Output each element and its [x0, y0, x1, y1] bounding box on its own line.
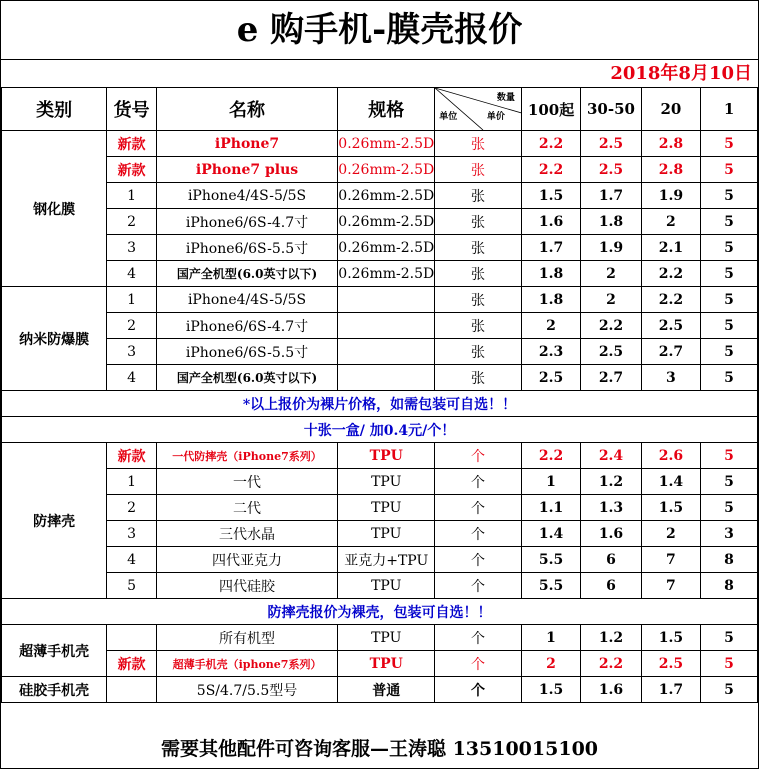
header-code: 货号 — [107, 88, 156, 131]
row-unit: 张 — [435, 157, 522, 183]
price-20: 1.4 — [641, 469, 700, 495]
category-ultrathin: 超薄手机壳 — [2, 625, 107, 677]
price-20: 2.5 — [641, 313, 700, 339]
price-30-50: 2 — [581, 287, 641, 313]
price-100: 2 — [521, 313, 580, 339]
row-code: 3 — [107, 235, 156, 261]
price-100: 1 — [521, 625, 580, 651]
price-20: 1.5 — [641, 625, 700, 651]
header-category: 类别 — [2, 88, 107, 131]
price-30-50: 1.7 — [581, 183, 641, 209]
price-100: 1.7 — [521, 235, 580, 261]
table-row — [2, 313, 758, 339]
row-name: 一代 — [156, 469, 338, 495]
row-name: 三代水晶 — [156, 521, 338, 547]
price-30-50: 2 — [581, 261, 641, 287]
row-unit: 个 — [435, 521, 522, 547]
price-30-50: 2.5 — [581, 131, 641, 157]
row-code: 2 — [107, 495, 156, 521]
row-spec: TPU — [338, 625, 435, 651]
price-1: 5 — [701, 261, 758, 287]
category-silicone: 硅胶手机壳 — [2, 677, 107, 703]
note-row — [2, 391, 758, 417]
price-30-50: 2.2 — [581, 313, 641, 339]
price-20: 7 — [641, 547, 700, 573]
price-100: 1.8 — [521, 287, 580, 313]
row-code: 新款 — [107, 131, 156, 157]
diag-price-label: 单价 — [486, 112, 505, 122]
table-row — [2, 235, 758, 261]
header-qty-30-50: 30-50 — [581, 88, 641, 131]
price-20: 2 — [641, 521, 700, 547]
row-unit: 个 — [435, 443, 522, 469]
row-name: 国产全机型(6.0英寸以下) — [156, 365, 338, 391]
table-row — [2, 521, 758, 547]
price-30-50: 1.6 — [581, 521, 641, 547]
row-unit: 张 — [435, 339, 522, 365]
price-100: 1.8 — [521, 261, 580, 287]
table-row — [2, 157, 758, 183]
row-name: iPhone6/6S-5.5寸 — [156, 339, 338, 365]
table-row — [2, 651, 758, 677]
price-20: 2.8 — [641, 131, 700, 157]
row-unit: 个 — [435, 495, 522, 521]
row-code: 新款 — [107, 443, 156, 469]
row-spec: TPU — [338, 521, 435, 547]
case-price-note: 防摔壳报价为裸壳，包装可自选！！ — [2, 599, 758, 625]
price-1: 5 — [701, 495, 758, 521]
header-unit-price-diagonal — [435, 88, 522, 131]
row-spec: 0.26mm-2.5D — [338, 157, 435, 183]
row-code: 3 — [107, 339, 156, 365]
row-code: 4 — [107, 365, 156, 391]
contact-footer: 需要其他配件可咨询客服—王涛聪 13510015100 — [160, 738, 599, 760]
table-row — [2, 209, 758, 235]
price-1: 5 — [701, 339, 758, 365]
row-spec: TPU — [338, 651, 435, 677]
row-unit: 个 — [435, 677, 522, 703]
row-code: 4 — [107, 261, 156, 287]
row-spec: 0.26mm-2.5D — [338, 235, 435, 261]
row-code: 4 — [107, 547, 156, 573]
date-label: 2018年8月10日 — [610, 63, 752, 84]
row-unit: 张 — [435, 261, 522, 287]
price-100: 1.6 — [521, 209, 580, 235]
row-spec — [338, 339, 435, 365]
table-row — [2, 625, 758, 651]
price-1: 5 — [701, 469, 758, 495]
diag-qty-label: 数量 — [496, 93, 515, 103]
price-1: 5 — [701, 157, 758, 183]
price-100: 2.2 — [521, 443, 580, 469]
price-30-50: 1.2 — [581, 625, 641, 651]
price-20: 2.1 — [641, 235, 700, 261]
price-20: 2 — [641, 209, 700, 235]
row-name: 5S/4.7/5.5型号 — [156, 677, 338, 703]
category-case: 防摔壳 — [2, 443, 107, 599]
price-100: 1 — [521, 469, 580, 495]
header-qty-20: 20 — [641, 88, 700, 131]
row-name: iPhone4/4S-5/5S — [156, 287, 338, 313]
row-code: 2 — [107, 209, 156, 235]
row-unit: 张 — [435, 313, 522, 339]
price-1: 5 — [701, 625, 758, 651]
price-30-50: 1.6 — [581, 677, 641, 703]
row-name: iPhone6/6S-5.5寸 — [156, 235, 338, 261]
row-name: iPhone4/4S-5/5S — [156, 183, 338, 209]
row-code: 5 — [107, 573, 156, 599]
price-20: 3 — [641, 365, 700, 391]
row-unit: 张 — [435, 365, 522, 391]
header-qty-100: 100起 — [521, 88, 580, 131]
table-row — [2, 183, 758, 209]
row-code: 1 — [107, 183, 156, 209]
price-100: 2.2 — [521, 157, 580, 183]
price-100: 2 — [521, 651, 580, 677]
price-100: 1.5 — [521, 183, 580, 209]
row-code — [107, 625, 156, 651]
table-row — [2, 469, 758, 495]
price-30-50: 1.9 — [581, 235, 641, 261]
row-code: 新款 — [107, 157, 156, 183]
row-spec: 0.26mm-2.5D — [338, 131, 435, 157]
row-spec: TPU — [338, 443, 435, 469]
price-30-50: 6 — [581, 573, 641, 599]
row-spec: 亚克力+TPU — [338, 547, 435, 573]
table-row — [2, 365, 758, 391]
row-spec: TPU — [338, 469, 435, 495]
row-name: 所有机型 — [156, 625, 338, 651]
row-spec: TPU — [338, 495, 435, 521]
price-20: 1.5 — [641, 495, 700, 521]
price-30-50: 6 — [581, 547, 641, 573]
price-1: 8 — [701, 573, 758, 599]
price-20: 2.8 — [641, 157, 700, 183]
price-1: 8 — [701, 547, 758, 573]
row-name: iPhone6/6S-4.7寸 — [156, 209, 338, 235]
row-spec: 0.26mm-2.5D — [338, 183, 435, 209]
price-1: 5 — [701, 183, 758, 209]
price-100: 1.1 — [521, 495, 580, 521]
row-name: 国产全机型(6.0英寸以下) — [156, 261, 338, 287]
row-code: 新款 — [107, 651, 156, 677]
table-row — [2, 287, 758, 313]
price-20: 2.5 — [641, 651, 700, 677]
category-tempered: 钢化膜 — [2, 131, 107, 287]
row-spec: 0.26mm-2.5D — [338, 209, 435, 235]
header-spec: 规格 — [338, 88, 435, 131]
row-spec — [338, 365, 435, 391]
price-1: 5 — [701, 651, 758, 677]
price-30-50: 2.4 — [581, 443, 641, 469]
price-100: 5.5 — [521, 573, 580, 599]
price-1: 5 — [701, 677, 758, 703]
price-1: 5 — [701, 287, 758, 313]
price-30-50: 2.7 — [581, 365, 641, 391]
row-code: 2 — [107, 313, 156, 339]
row-code: 1 — [107, 287, 156, 313]
price-30-50: 2.5 — [581, 157, 641, 183]
price-30-50: 2.2 — [581, 651, 641, 677]
price-20: 2.7 — [641, 339, 700, 365]
diag-unit-label: 单位 — [439, 112, 458, 122]
table-row — [2, 677, 758, 703]
table-row — [2, 339, 758, 365]
title-divider — [1, 59, 758, 60]
row-spec: 0.26mm-2.5D — [338, 261, 435, 287]
box-price-note: 十张一盒/ 加0.4元/个！ — [2, 417, 758, 443]
row-unit: 张 — [435, 235, 522, 261]
row-unit: 个 — [435, 469, 522, 495]
film-price-note: *以上报价为裸片价格，如需包装可自选！！ — [2, 391, 758, 417]
table-row — [2, 547, 758, 573]
row-name: 四代亚克力 — [156, 547, 338, 573]
row-name: 二代 — [156, 495, 338, 521]
price-1: 5 — [701, 313, 758, 339]
price-1: 5 — [701, 209, 758, 235]
row-unit: 个 — [435, 547, 522, 573]
row-unit: 张 — [435, 183, 522, 209]
row-unit: 张 — [435, 131, 522, 157]
price-1: 5 — [701, 443, 758, 469]
price-100: 5.5 — [521, 547, 580, 573]
table-row — [2, 573, 758, 599]
row-unit: 张 — [435, 209, 522, 235]
price-100: 1.4 — [521, 521, 580, 547]
table-row — [2, 495, 758, 521]
row-spec — [338, 287, 435, 313]
row-unit: 个 — [435, 573, 522, 599]
row-code: 1 — [107, 469, 156, 495]
table-row — [2, 131, 758, 157]
price-100: 1.5 — [521, 677, 580, 703]
row-name: 四代硅胶 — [156, 573, 338, 599]
row-name: iPhone7 — [156, 131, 338, 157]
price-30-50: 1.2 — [581, 469, 641, 495]
price-20: 2.2 — [641, 287, 700, 313]
price-table — [1, 87, 758, 703]
category-nano: 纳米防爆膜 — [2, 287, 107, 391]
price-1: 5 — [701, 235, 758, 261]
row-code: 3 — [107, 521, 156, 547]
row-name: 超薄手机壳（iphone7系列） — [156, 651, 338, 677]
header-name: 名称 — [156, 88, 338, 131]
header-qty-1: 1 — [701, 88, 758, 131]
price-20: 7 — [641, 573, 700, 599]
note-row — [2, 417, 758, 443]
row-name: iPhone6/6S-4.7寸 — [156, 313, 338, 339]
price-30-50: 2.5 — [581, 339, 641, 365]
note-row — [2, 599, 758, 625]
price-20: 1.9 — [641, 183, 700, 209]
price-100: 2.2 — [521, 131, 580, 157]
table-row — [2, 261, 758, 287]
price-1: 3 — [701, 521, 758, 547]
price-20: 1.7 — [641, 677, 700, 703]
row-name: iPhone7 plus — [156, 157, 338, 183]
row-spec: 普通 — [338, 677, 435, 703]
price-20: 2.6 — [641, 443, 700, 469]
price-1: 5 — [701, 365, 758, 391]
row-spec — [338, 313, 435, 339]
row-spec: TPU — [338, 573, 435, 599]
price-1: 5 — [701, 131, 758, 157]
price-100: 2.3 — [521, 339, 580, 365]
row-unit: 个 — [435, 625, 522, 651]
row-unit: 个 — [435, 651, 522, 677]
row-code — [107, 677, 156, 703]
row-name: 一代防摔壳（iPhone7系列） — [156, 443, 338, 469]
price-30-50: 1.8 — [581, 209, 641, 235]
table-row — [2, 443, 758, 469]
price-20: 2.2 — [641, 261, 700, 287]
header-row — [2, 88, 758, 131]
row-unit: 张 — [435, 287, 522, 313]
price-100: 2.5 — [521, 365, 580, 391]
page-title: e 购手机-膜壳报价 — [236, 10, 523, 50]
price-30-50: 1.3 — [581, 495, 641, 521]
